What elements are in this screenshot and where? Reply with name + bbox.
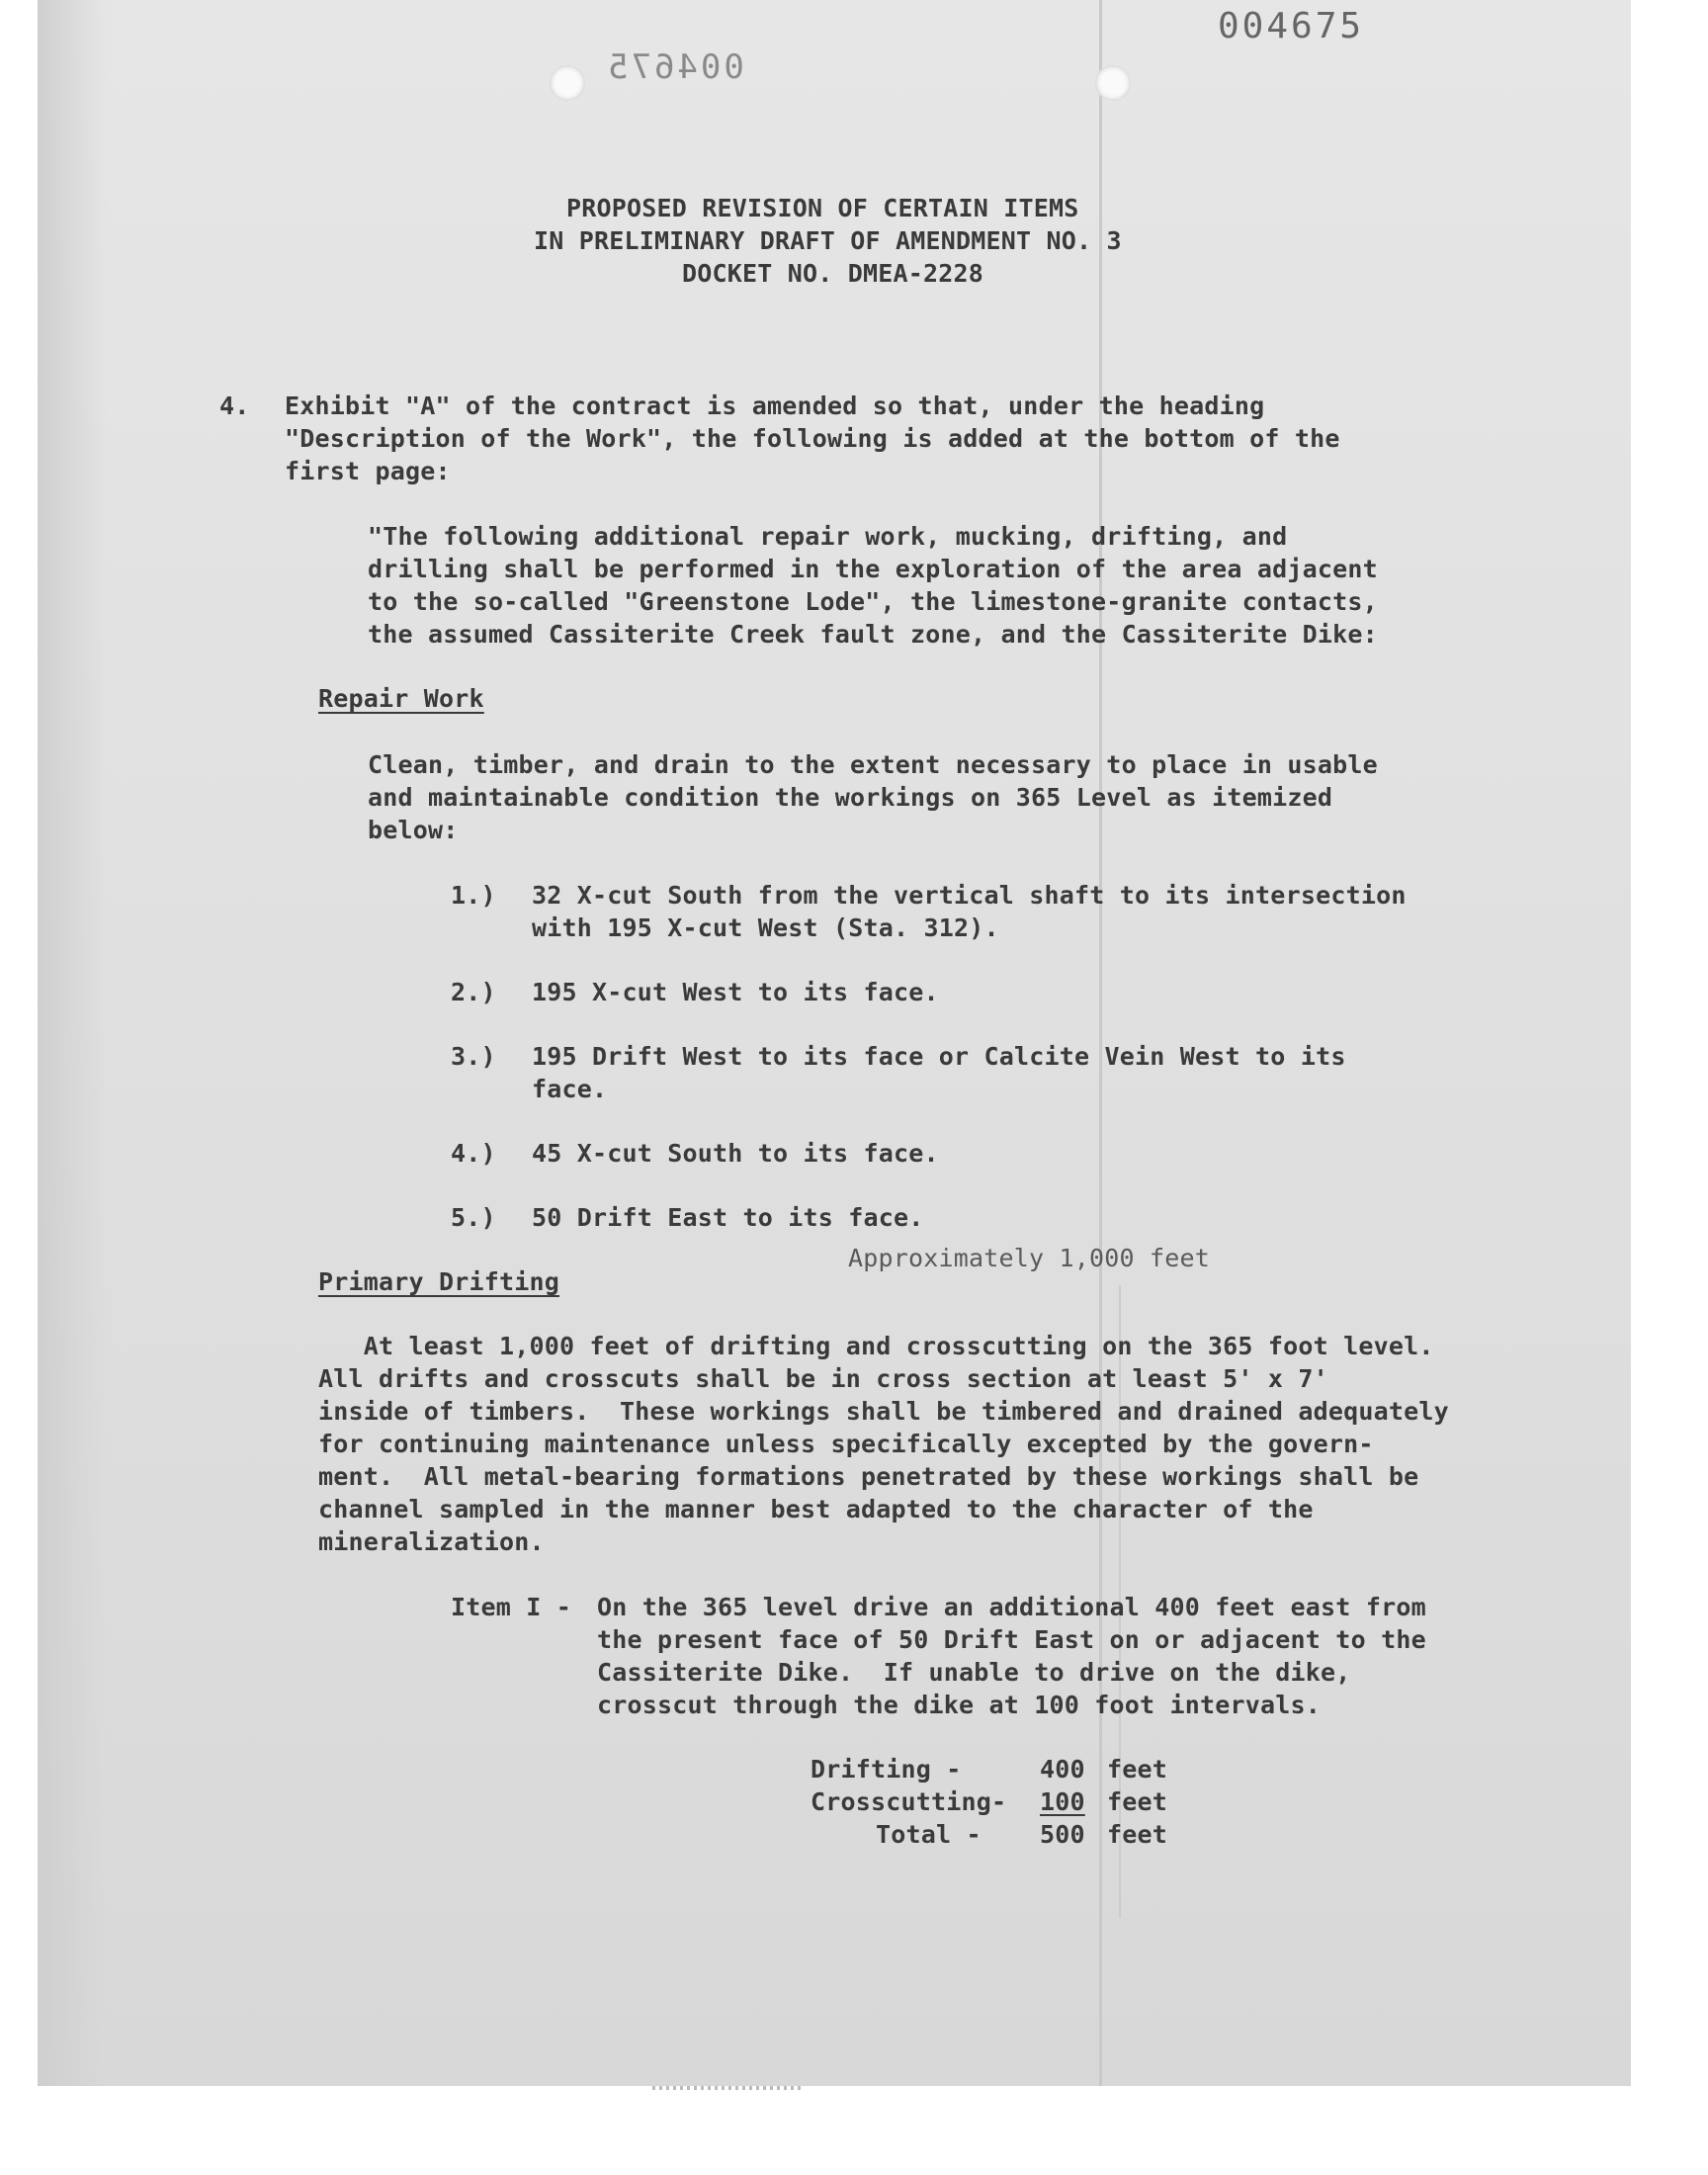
total-value: 100 <box>1040 1787 1085 1816</box>
primary-line: At least 1,000 feet of drifting and crosscutting on the 365 foot level. <box>318 1332 1434 1360</box>
primary-line: ment. All metal-bearing formations penetrated by these workings shall be <box>318 1462 1419 1491</box>
repair-item-text: 45 X-cut South to its face. <box>532 1139 939 1168</box>
total-label: Crosscutting- <box>811 1787 1007 1816</box>
repair-item-text: 195 X-cut West to its face. <box>532 978 939 1006</box>
repair-item-text: face. <box>532 1075 608 1103</box>
item-i-line: On the 365 level drive an additional 400 feet east from <box>597 1593 1426 1621</box>
total-unit: feet <box>1107 1820 1168 1849</box>
primary-line: channel sampled in the manner best adapted to the character of the <box>318 1495 1314 1523</box>
document-stamp-number: 004675 <box>1218 6 1365 46</box>
title-line-3: DOCKET NO. DMEA-2228 <box>682 259 984 288</box>
repair-item-number: 4.) <box>451 1139 496 1168</box>
quote-line: "The following additional repair work, mucking, drifting, and <box>368 522 1288 551</box>
item-i-line: crosscut through the dike at 100 foot intervals. <box>597 1691 1322 1719</box>
scan-margin <box>0 2086 1708 2175</box>
repair-work-heading: Repair Work <box>318 684 484 713</box>
punch-hole-right <box>1095 65 1131 101</box>
primary-line: mineralization. <box>318 1527 545 1556</box>
document-stamp-mirror: 004675 <box>605 47 744 87</box>
repair-item-text: 32 X-cut South from the vertical shaft to its intersection <box>532 881 1407 910</box>
item4-line: "Description of the Work", the following is added at the bottom of the <box>285 424 1340 453</box>
quote-line: the assumed Cassiterite Creek fault zone, and the Cassiterite Dike: <box>368 620 1378 649</box>
repair-intro-line: below: <box>368 816 459 844</box>
item-i-line: the present face of 50 Drift East on or adjacent to the <box>597 1625 1426 1654</box>
item4-line: first page: <box>285 457 451 485</box>
total-value: 500 <box>1040 1820 1085 1849</box>
item-i-line: Cassiterite Dike. If unable to drive on the dike, <box>597 1658 1351 1687</box>
total-label: Drifting - <box>811 1755 962 1784</box>
item4-line: Exhibit "A" of the contract is amended so that, under the heading <box>285 392 1265 420</box>
repair-intro-line: and maintainable condition the workings on 365 Level as itemized <box>368 783 1333 812</box>
primary-line: All drifts and crosscuts shall be in cross section at least 5' x 7' <box>318 1364 1328 1393</box>
scan-artifact <box>652 2086 801 2090</box>
punch-hole-left <box>550 65 585 101</box>
repair-intro-line: Clean, timber, and drain to the extent necessary to place in usable <box>368 750 1378 779</box>
primary-line: inside of timbers. These workings shall be timbered and drained adequately <box>318 1397 1449 1426</box>
quote-line: drilling shall be performed in the exploration of the area adjacent <box>368 555 1378 583</box>
repair-item-text: 50 Drift East to its face. <box>532 1203 924 1232</box>
repair-item-number: 3.) <box>451 1042 496 1071</box>
total-unit: feet <box>1107 1787 1168 1816</box>
title-line-2: IN PRELIMINARY DRAFT OF AMENDMENT NO. 3 <box>534 226 1122 255</box>
total-value: 400 <box>1040 1755 1085 1784</box>
repair-item-number: 5.) <box>451 1203 496 1232</box>
primary-drifting-heading: Primary Drifting <box>318 1267 560 1296</box>
title-line-1: PROPOSED REVISION OF CERTAIN ITEMS <box>566 194 1079 222</box>
approximate-total: Approximately 1,000 feet <box>848 1244 1211 1272</box>
repair-item-number: 1.) <box>451 881 496 910</box>
item-number: 4. <box>219 392 250 420</box>
repair-item-text: with 195 X-cut West (Sta. 312). <box>532 914 999 942</box>
total-label: Total - <box>876 1820 982 1849</box>
quote-line: to the so-called "Greenstone Lode", the limestone-granite contacts, <box>368 587 1378 616</box>
total-unit: feet <box>1107 1755 1168 1784</box>
item-i-label: Item I - <box>451 1593 572 1621</box>
repair-item-number: 2.) <box>451 978 496 1006</box>
repair-item-text: 195 Drift West to its face or Calcite Vein West to its <box>532 1042 1346 1071</box>
primary-line: for continuing maintenance unless specifically excepted by the govern- <box>318 1430 1374 1458</box>
